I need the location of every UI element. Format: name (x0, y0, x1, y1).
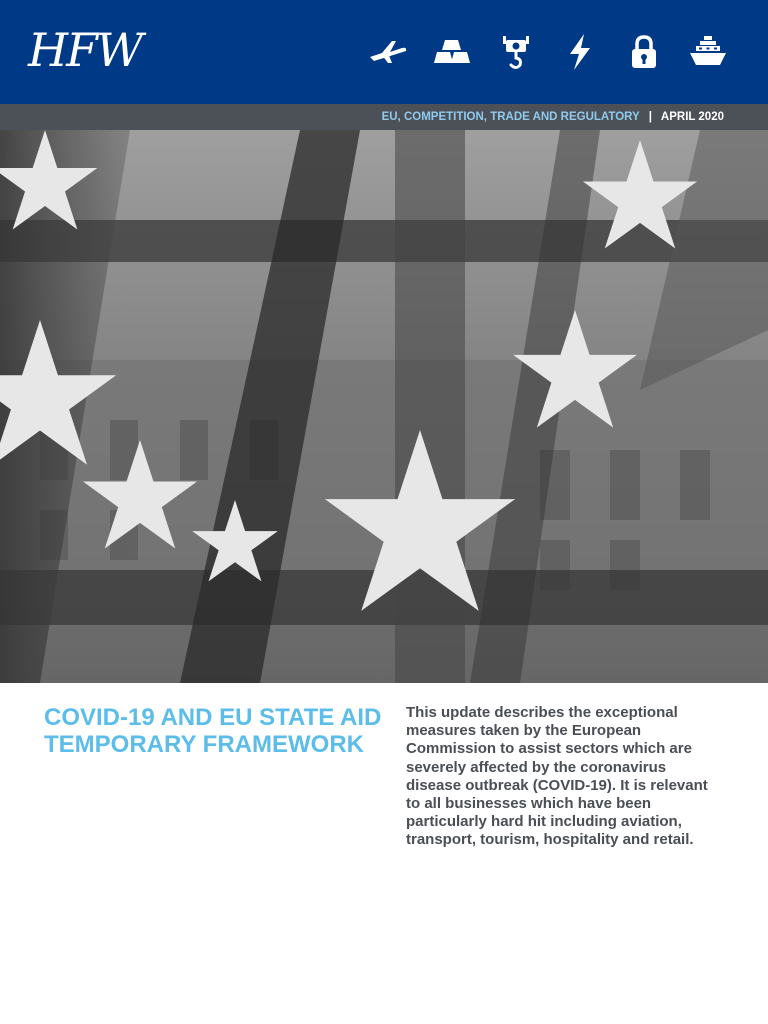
hero-image-eu-flag (0, 130, 768, 683)
lightning-icon (560, 32, 600, 72)
header-bar (0, 0, 768, 104)
category-bar (0, 104, 768, 130)
padlock-icon (624, 32, 664, 72)
airplane-icon (368, 32, 408, 72)
article-summary: This update describes the exceptional measures taken by the European Commission to assist sectors which are severely affected by the coronavirus disease outbreak (COVID-19). It is relevant to all businesses which have been particularly hard hit including aviation, transport, tourism, hospitality and retail. (406, 704, 708, 849)
category-separator: | (648, 111, 652, 123)
article-title: COVID-19 AND EU STATE AID TEMPORARY FRAMEWORK (44, 704, 382, 758)
metal-bars-icon (432, 32, 472, 72)
hfw-logo: HFW (28, 23, 142, 77)
ship-icon (688, 32, 728, 72)
publication-date: APRIL 2020 (660, 111, 724, 123)
sector-icons (368, 32, 728, 72)
crane-hook-icon (496, 32, 536, 72)
eu-flag-stars-photo (0, 130, 768, 683)
category-label: EU, COMPETITION, TRADE AND REGULATORY (381, 111, 640, 123)
